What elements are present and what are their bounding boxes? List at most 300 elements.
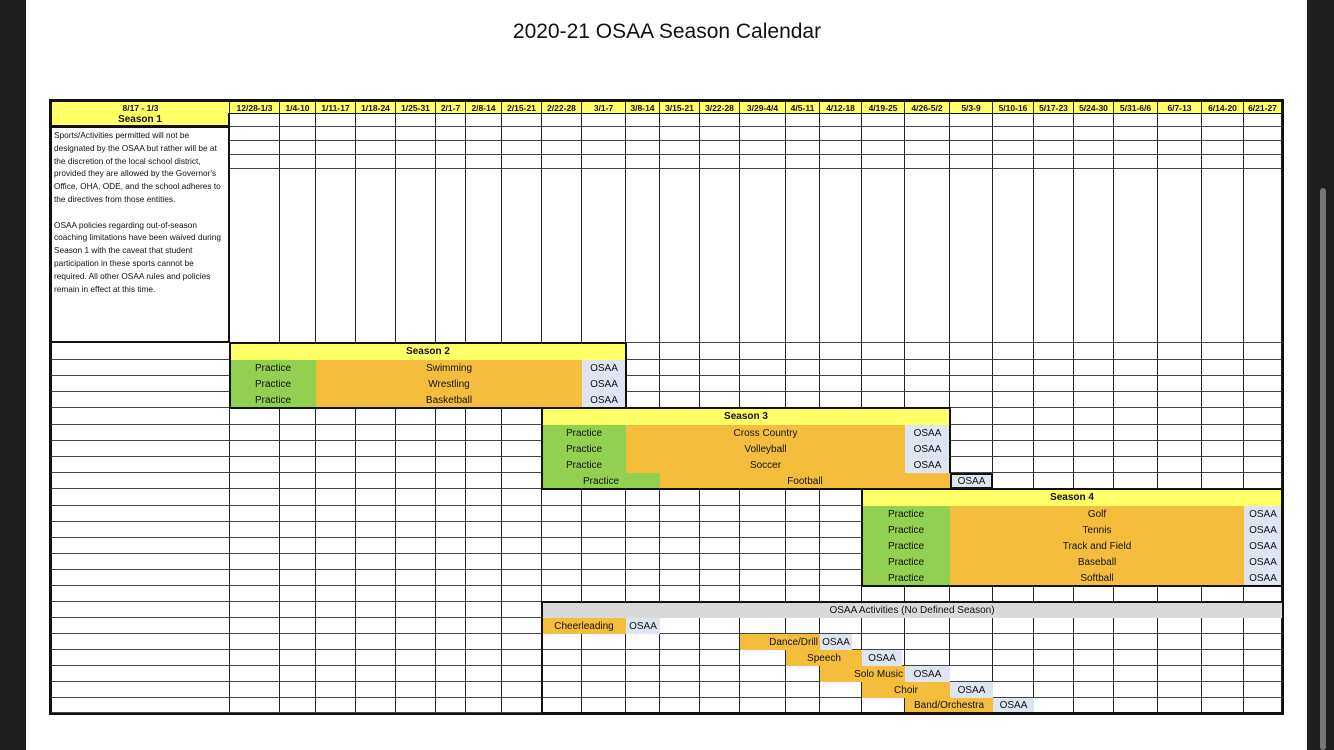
calendar-cell xyxy=(502,473,542,489)
calendar-cell xyxy=(466,113,502,127)
calendar-cell xyxy=(466,408,502,425)
calendar-cell xyxy=(230,408,280,425)
calendar-cell xyxy=(1244,457,1282,473)
calendar-cell xyxy=(950,343,993,360)
calendar-cell xyxy=(230,113,280,127)
calendar-cell xyxy=(356,457,396,473)
calendar-cell xyxy=(1158,343,1202,360)
calendar-cell xyxy=(820,570,862,586)
calendar-cell xyxy=(582,538,626,554)
calendar-cell xyxy=(502,554,542,570)
calendar-cell xyxy=(1074,698,1114,713)
calendar-cell xyxy=(1244,376,1282,392)
calendar-cell xyxy=(502,570,542,586)
season-1-note-paragraph-1: Sports/Activities permitted will not be designated by the OSAA but rather will be at the discretion of the local school district, provided they are allowed by the Governor's Office, OHA, ODE, and the school adheres to the directives from those entities. xyxy=(54,130,221,204)
calendar-cell xyxy=(356,441,396,457)
calendar-cell xyxy=(230,666,280,682)
practice-bar: Practice xyxy=(862,522,950,538)
calendar-cell xyxy=(1244,473,1282,489)
calendar-cell xyxy=(542,522,582,538)
calendar-cell xyxy=(993,650,1034,666)
left-label-cell xyxy=(50,457,230,473)
calendar-cell xyxy=(582,586,626,602)
header-week-15: 4/12-18 xyxy=(820,100,862,114)
calendar-cell xyxy=(740,650,786,666)
activity-bar: Cheerleading xyxy=(542,618,626,634)
sport-bar: Swimming xyxy=(316,360,582,376)
calendar-cell xyxy=(1074,408,1114,425)
header-week-1: 1/4-10 xyxy=(280,100,316,114)
calendar-cell xyxy=(280,618,316,634)
calendar-cell xyxy=(740,618,786,634)
calendar-cell xyxy=(466,425,502,441)
calendar-cell xyxy=(626,522,660,538)
calendar-cell xyxy=(660,343,700,360)
calendar-cell xyxy=(700,618,740,634)
sport-bar: Tennis xyxy=(950,522,1244,538)
calendar-cell xyxy=(862,376,905,392)
header-week-8: 2/22-28 xyxy=(542,100,582,114)
calendar-cell xyxy=(466,141,502,155)
season-3-label: Season 3 xyxy=(542,408,950,425)
osaa-bar: OSAA xyxy=(862,650,902,666)
calendar-cell xyxy=(626,127,660,141)
calendar-cell xyxy=(466,127,502,141)
osaa-bar: OSAA xyxy=(1244,522,1282,538)
calendar-cell xyxy=(862,618,905,634)
practice-bar: Practice xyxy=(230,360,316,376)
left-label-cell xyxy=(50,618,230,634)
calendar-cell xyxy=(396,489,436,506)
calendar-cell xyxy=(740,554,786,570)
calendar-cell xyxy=(230,155,280,169)
calendar-cell xyxy=(1244,650,1282,666)
calendar-cell xyxy=(1244,666,1282,682)
calendar-cell xyxy=(316,618,356,634)
calendar-cell xyxy=(993,155,1034,169)
calendar-cell xyxy=(660,570,700,586)
calendar-cell xyxy=(950,376,993,392)
calendar-cell xyxy=(905,586,950,602)
header-week-17: 4/26-5/2 xyxy=(905,100,950,114)
calendar-cell xyxy=(1202,113,1244,127)
calendar-cell xyxy=(950,425,993,441)
calendar-cell xyxy=(502,489,542,506)
calendar-cell xyxy=(820,506,862,522)
calendar-cell xyxy=(356,554,396,570)
calendar-cell xyxy=(396,682,436,698)
calendar-cell xyxy=(1158,141,1202,155)
left-label-cell xyxy=(50,441,230,457)
calendar-cell xyxy=(626,392,660,408)
calendar-cell xyxy=(436,425,466,441)
calendar-cell xyxy=(230,141,280,155)
calendar-cell xyxy=(626,489,660,506)
practice-bar: Practice xyxy=(862,506,950,522)
calendar-cell xyxy=(582,682,626,698)
calendar-cell xyxy=(466,169,502,343)
calendar-cell xyxy=(230,634,280,650)
calendar-cell xyxy=(1114,408,1158,425)
calendar-cell xyxy=(230,570,280,586)
calendar-cell xyxy=(542,682,582,698)
calendar-cell xyxy=(466,506,502,522)
calendar-cell xyxy=(1114,457,1158,473)
calendar-cell xyxy=(740,376,786,392)
calendar-cell xyxy=(1202,376,1244,392)
calendar-cell xyxy=(542,127,582,141)
calendar-cell xyxy=(740,113,786,127)
left-label-cell xyxy=(50,522,230,538)
calendar-cell xyxy=(542,634,582,650)
calendar-cell xyxy=(1074,141,1114,155)
calendar-cell xyxy=(786,698,820,713)
calendar-cell xyxy=(316,586,356,602)
calendar-cell xyxy=(1034,141,1074,155)
calendar-cell xyxy=(905,343,950,360)
calendar-cell xyxy=(436,141,466,155)
calendar-cell xyxy=(1114,698,1158,713)
left-label-cell xyxy=(50,682,230,698)
calendar-cell xyxy=(280,169,316,343)
osaa-bar: OSAA xyxy=(905,425,950,441)
calendar-cell xyxy=(396,602,436,618)
calendar-cell xyxy=(1202,127,1244,141)
practice-bar: Practice xyxy=(862,538,950,554)
calendar-cell xyxy=(280,570,316,586)
calendar-cell xyxy=(466,538,502,554)
calendar-cell xyxy=(1074,127,1114,141)
calendar-cell xyxy=(820,682,862,698)
calendar-cell xyxy=(950,666,993,682)
osaa-bar: OSAA xyxy=(582,376,626,392)
calendar-cell xyxy=(660,376,700,392)
calendar-cell xyxy=(993,343,1034,360)
calendar-cell xyxy=(230,489,280,506)
left-label-cell xyxy=(50,634,230,650)
calendar-cell xyxy=(740,698,786,713)
osaa-bar: OSAA xyxy=(1244,538,1282,554)
calendar-cell xyxy=(316,666,356,682)
calendar-cell xyxy=(700,506,740,522)
calendar-cell xyxy=(1114,127,1158,141)
calendar-cell xyxy=(660,360,700,376)
calendar-cell xyxy=(542,169,582,343)
calendar-cell xyxy=(316,682,356,698)
calendar-cell xyxy=(396,522,436,538)
calendar-cell xyxy=(280,682,316,698)
calendar-cell xyxy=(436,698,466,713)
calendar-cell xyxy=(396,457,436,473)
osaa-bar: OSAA xyxy=(1244,506,1282,522)
calendar-cell xyxy=(1034,618,1074,634)
calendar-cell xyxy=(993,141,1034,155)
osaa-bar: OSAA xyxy=(905,666,950,682)
calendar-cell xyxy=(905,169,950,343)
calendar-cell xyxy=(700,634,740,650)
header-week-18: 5/3-9 xyxy=(950,100,993,114)
calendar-cell xyxy=(502,698,542,713)
calendar-cell xyxy=(502,155,542,169)
calendar-cell xyxy=(280,602,316,618)
calendar-cell xyxy=(396,586,436,602)
calendar-cell xyxy=(396,141,436,155)
calendar-cell xyxy=(396,113,436,127)
calendar-cell xyxy=(356,586,396,602)
calendar-cell xyxy=(436,155,466,169)
calendar-cell xyxy=(1114,441,1158,457)
calendar-cell xyxy=(230,441,280,457)
calendar-cell xyxy=(1202,408,1244,425)
calendar-cell xyxy=(1202,634,1244,650)
calendar-cell xyxy=(582,522,626,538)
calendar-cell xyxy=(502,425,542,441)
header-week-25: 6/21-27 xyxy=(1244,100,1282,114)
calendar-cell xyxy=(740,570,786,586)
calendar-cell xyxy=(950,169,993,343)
calendar-cell xyxy=(660,682,700,698)
calendar-cell xyxy=(230,618,280,634)
calendar-cell xyxy=(993,113,1034,127)
calendar-cell xyxy=(950,141,993,155)
calendar-cell xyxy=(626,141,660,155)
calendar-cell xyxy=(1114,376,1158,392)
calendar-cell xyxy=(1114,113,1158,127)
calendar-cell xyxy=(905,141,950,155)
practice-bar: Practice xyxy=(230,376,316,392)
calendar-cell xyxy=(582,127,626,141)
calendar-cell xyxy=(820,698,862,713)
header-week-12: 3/22-28 xyxy=(700,100,740,114)
calendar-cell xyxy=(542,506,582,522)
calendar-cell xyxy=(436,634,466,650)
calendar-cell xyxy=(356,682,396,698)
calendar-cell xyxy=(786,141,820,155)
calendar-cell xyxy=(316,425,356,441)
header-week-2: 1/11-17 xyxy=(316,100,356,114)
left-label-cell xyxy=(50,698,230,713)
calendar-cell xyxy=(1244,360,1282,376)
calendar-cell xyxy=(626,343,660,360)
calendar-cell xyxy=(1202,141,1244,155)
osaa-bar: OSAA xyxy=(950,473,993,489)
header-week-13: 3/29-4/4 xyxy=(740,100,786,114)
sport-bar: Cross Country xyxy=(626,425,905,441)
calendar-cell xyxy=(1202,343,1244,360)
calendar-cell xyxy=(660,169,700,343)
calendar-cell xyxy=(820,618,862,634)
calendar-cell xyxy=(1074,113,1114,127)
calendar-cell xyxy=(786,682,820,698)
calendar-cell xyxy=(280,634,316,650)
calendar-cell xyxy=(1158,682,1202,698)
calendar-cell xyxy=(740,127,786,141)
calendar-cell xyxy=(280,441,316,457)
calendar-cell xyxy=(820,489,862,506)
calendar-cell xyxy=(1158,127,1202,141)
calendar-cell xyxy=(1034,169,1074,343)
header-week-22: 5/31-6/6 xyxy=(1114,100,1158,114)
header-week-7: 2/15-21 xyxy=(502,100,542,114)
calendar-cell xyxy=(786,155,820,169)
calendar-cell xyxy=(316,634,356,650)
osaa-bar: OSAA xyxy=(582,360,626,376)
calendar-cell xyxy=(316,127,356,141)
calendar-cell xyxy=(356,522,396,538)
left-label-cell xyxy=(50,425,230,441)
calendar-cell xyxy=(626,113,660,127)
calendar-cell xyxy=(1158,457,1202,473)
left-label-cell xyxy=(50,602,230,618)
calendar-cell xyxy=(905,618,950,634)
osaa-bar: OSAA xyxy=(1244,554,1282,570)
calendar-cell xyxy=(316,113,356,127)
calendar-cell xyxy=(280,127,316,141)
calendar-cell xyxy=(740,489,786,506)
calendar-cell xyxy=(436,618,466,634)
calendar-cell xyxy=(740,360,786,376)
calendar-cell xyxy=(1034,473,1074,489)
calendar-cell xyxy=(820,554,862,570)
season-4-label: Season 4 xyxy=(862,489,1282,506)
calendar-cell xyxy=(626,586,660,602)
calendar-cell xyxy=(466,682,502,698)
calendar-cell xyxy=(1074,666,1114,682)
calendar-cell xyxy=(626,554,660,570)
calendar-cell xyxy=(820,360,862,376)
calendar-cell xyxy=(466,441,502,457)
calendar-cell xyxy=(436,473,466,489)
calendar-cell xyxy=(950,586,993,602)
sport-bar: Track and Field xyxy=(950,538,1244,554)
calendar-cell xyxy=(1074,682,1114,698)
calendar-cell xyxy=(862,155,905,169)
activity-bar: Choir xyxy=(862,682,950,698)
calendar-cell xyxy=(1114,634,1158,650)
calendar-cell xyxy=(230,127,280,141)
calendar-cell xyxy=(502,522,542,538)
header-week-16: 4/19-25 xyxy=(862,100,905,114)
calendar-cell xyxy=(740,506,786,522)
calendar-cell xyxy=(1244,127,1282,141)
calendar-cell xyxy=(700,127,740,141)
calendar-cell xyxy=(700,682,740,698)
practice-bar: Practice xyxy=(542,425,626,441)
calendar-cell xyxy=(1034,441,1074,457)
calendar-cell xyxy=(230,554,280,570)
header-week-11: 3/15-21 xyxy=(660,100,700,114)
calendar-cell xyxy=(466,473,502,489)
calendar-cell xyxy=(1034,408,1074,425)
activity-bar: Speech xyxy=(786,650,862,666)
calendar-cell xyxy=(1158,698,1202,713)
calendar-cell xyxy=(356,618,396,634)
calendar-cell xyxy=(1114,682,1158,698)
calendar-cell xyxy=(740,169,786,343)
calendar-cell xyxy=(1202,666,1244,682)
calendar-cell xyxy=(466,650,502,666)
calendar-cell xyxy=(1034,698,1074,713)
calendar-cell xyxy=(1034,457,1074,473)
calendar-cell xyxy=(700,113,740,127)
calendar-cell xyxy=(626,155,660,169)
calendar-cell xyxy=(466,457,502,473)
calendar-cell xyxy=(356,650,396,666)
calendar-cell xyxy=(950,155,993,169)
calendar-cell xyxy=(466,522,502,538)
calendar-cell xyxy=(582,489,626,506)
sport-bar: Basketball xyxy=(316,392,582,408)
calendar-cell xyxy=(356,473,396,489)
header-week-20: 5/17-23 xyxy=(1034,100,1074,114)
calendar-cell xyxy=(502,408,542,425)
calendar-cell xyxy=(1158,408,1202,425)
calendar-cell xyxy=(1114,618,1158,634)
calendar-cell xyxy=(230,425,280,441)
calendar-cell xyxy=(436,666,466,682)
calendar-cell xyxy=(1114,141,1158,155)
osaa-bar: OSAA xyxy=(1244,570,1282,586)
calendar-cell xyxy=(660,392,700,408)
calendar-cell xyxy=(542,538,582,554)
left-label-cell xyxy=(50,554,230,570)
calendar-cell xyxy=(502,506,542,522)
calendar-cell xyxy=(786,113,820,127)
calendar-cell xyxy=(1202,618,1244,634)
calendar-cell xyxy=(626,570,660,586)
calendar-cell xyxy=(786,343,820,360)
calendar-cell xyxy=(356,602,396,618)
calendar-cell xyxy=(786,360,820,376)
calendar-cell xyxy=(660,634,700,650)
calendar-cell xyxy=(1114,343,1158,360)
calendar-cell xyxy=(1244,618,1282,634)
calendar-cell xyxy=(1074,586,1114,602)
calendar-cell xyxy=(862,141,905,155)
calendar-cell xyxy=(820,141,862,155)
calendar-cell xyxy=(280,489,316,506)
activity-bar: Band/Orchestra xyxy=(905,698,993,713)
calendar-cell xyxy=(542,570,582,586)
calendar-cell xyxy=(396,666,436,682)
calendar-cell xyxy=(230,457,280,473)
calendar-cell xyxy=(542,698,582,713)
calendar-cell xyxy=(820,522,862,538)
calendar-cell xyxy=(1202,441,1244,457)
calendar-cell xyxy=(700,141,740,155)
calendar-cell xyxy=(820,538,862,554)
calendar-cell xyxy=(1244,425,1282,441)
calendar-cell xyxy=(820,169,862,343)
calendar-cell xyxy=(1034,360,1074,376)
left-label-cell xyxy=(50,408,230,425)
calendar-cell xyxy=(230,650,280,666)
calendar-cell xyxy=(626,169,660,343)
calendar-cell xyxy=(1074,392,1114,408)
calendar-cell xyxy=(700,155,740,169)
calendar-cell xyxy=(542,666,582,682)
calendar-cell xyxy=(356,538,396,554)
calendar-cell xyxy=(230,682,280,698)
calendar-cell xyxy=(1074,473,1114,489)
sport-bar: Baseball xyxy=(950,554,1244,570)
calendar-cell xyxy=(356,634,396,650)
calendar-cell xyxy=(1034,425,1074,441)
calendar-cell xyxy=(905,392,950,408)
header-week-4: 1/25-31 xyxy=(396,100,436,114)
calendar-cell xyxy=(660,618,700,634)
calendar-cell xyxy=(466,554,502,570)
